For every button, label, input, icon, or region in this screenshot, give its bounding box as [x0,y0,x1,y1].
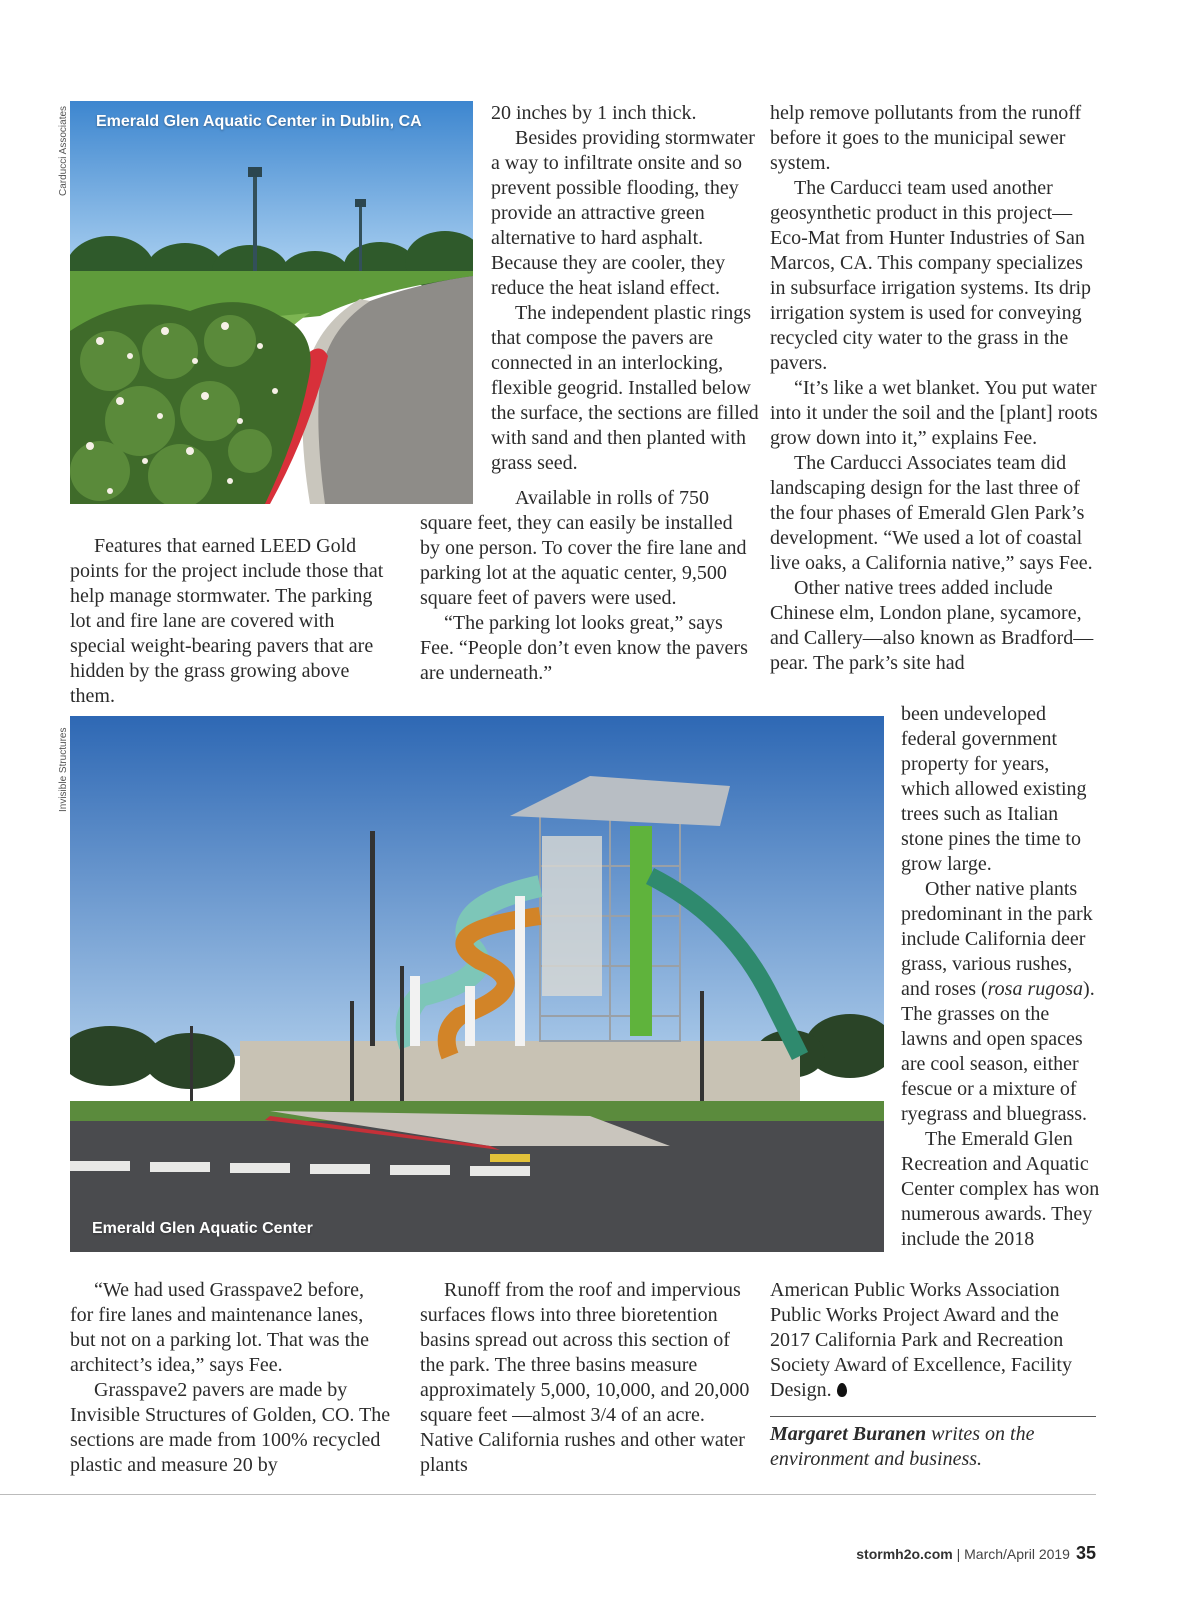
column-3-narrow [901,702,1100,1252]
end-mark-icon [837,1383,847,1397]
column-3 [770,101,1100,676]
text-run: ). The grasses on the lawns and open spaces are cool season, either fescue or a mixture of ryegrass and bluegrass. [901,978,1095,1125]
paragraph: The independent plastic rings that compose the pavers are connected in an interlocking, flexible geogrid. Installed below the surface, the sections are filled with sand and then planted with grass seed. [491,302,759,474]
page-footer [856,1543,1096,1564]
bio-rule [770,1416,1096,1417]
aquatic-center-illustration [70,716,884,1252]
landscape-illustration [70,101,473,504]
paragraph: help remove pollutants from the runoff before it goes to the municipal sewer system. [770,102,1082,174]
paragraph [901,877,1100,1127]
paragraph: Besides providing stormwater a way to infiltrate onsite and so prevent possible flooding, they provide an attractive green alternative to hard asphalt. Because they are cooler, they reduce the heat island effect. [491,127,755,299]
photo-caption: Emerald Glen Aquatic Center [92,1220,313,1237]
text-run: American Public Works Association Public Works Project Award and the 2017 California Park and Recreation Society Award of Excellence, Facility Design. [770,1279,1072,1401]
paragraph: “The parking lot looks great,” says Fee. “People don’t even know the pavers are underneath.” [420,612,748,684]
author-bio [770,1422,1090,1472]
paragraph: The Carducci team used another geosynthetic product in this project—Eco-Mat from Hunter Industries of San Marcos, CA. This company specializes in subsurface irrigation systems. Its drip irrigation system is used for conveying recycled city water to the grass in the pavers. [770,177,1092,374]
photo-credit-invisible-structures: Invisible Structures [58,727,69,812]
paragraph: Other native trees added include Chinese elm, London plane, sycamore, and Callery—also known as Bradford—pear. The park’s site had [770,577,1094,674]
photo-credit-carducci: Carducci Associates [58,105,69,196]
column-3-bottom [770,1278,1100,1403]
footer-separator: | [952,1546,965,1562]
paragraph: 20 inches by 1 inch thick. [491,102,697,124]
site-url[interactable]: stormh2o.com [856,1546,953,1562]
column-1-top [70,534,392,709]
paragraph: Features that earned LEED Gold points for the project include those that help manage stormwater. The parking lot and fire lane are covered with special weight-bearing pavers that are hidden by the grass growing above them. [70,535,384,707]
photo-caption: Emerald Glen Aquatic Center in Dublin, CA [96,113,422,130]
italic-term: rosa rugosa [987,978,1084,1000]
column-2-bottom [420,1278,750,1478]
paragraph: “It’s like a wet blanket. You put water into it under the soil and the [plant] roots grow down into it,” explains Fee. [770,377,1098,449]
column-2-top-wide [420,486,750,686]
paragraph [770,1278,1100,1403]
paragraph: been undeveloped federal government property for years, which allowed existing trees such as Italian stone pines the time to grow large. [901,703,1087,875]
column-1-bottom [70,1278,392,1478]
aquatic-center-photo [70,716,884,1252]
column-2-top-narrow [491,101,759,476]
paragraph: Grasspave2 pavers are made by Invisible Structures of Golden, CO. The sections are made from 100% recycled plastic and measure 20 by [70,1379,391,1476]
issue-date: March/April 2019 [964,1546,1070,1562]
paragraph: The Emerald Glen Recreation and Aquatic Center complex has won numerous awards. They include the 2018 [901,1128,1100,1250]
paragraph: “We had used Grasspave2 before, for fire lanes and maintenance lanes, but not on a parking lot. That was the architect’s idea,” says Fee. [70,1279,370,1376]
paragraph: Runoff from the roof and impervious surfaces flows into three bioretention basins spread out across this section of the park. The three basins measure approximately 5,000, 10,000, and 20,000 square feet —almost 3/4 of an acre. Native California rushes and other water plants [420,1279,750,1476]
landscape-photo [70,101,473,504]
paragraph: The Carducci Associates team did landscaping design for the last three of the four phases of Emerald Glen Park’s development. “We used a lot of coastal live oaks, a California native,” says Fee. [770,452,1093,574]
paragraph: Available in rolls of 750 square feet, they can easily be installed by one person. To cover the fire lane and parking lot at the aquatic center, 9,500 square feet of pavers were used. [420,487,747,609]
author-name: Margaret Buranen [770,1423,927,1445]
page-number: 35 [1075,1543,1096,1563]
text-run: Other native plants predominant in the park include California deer grass, various rushes, and roses ( [901,878,1093,1000]
author-bio-text: writes on the environment and business. [770,1423,1035,1470]
footer-rule [0,1494,1096,1495]
